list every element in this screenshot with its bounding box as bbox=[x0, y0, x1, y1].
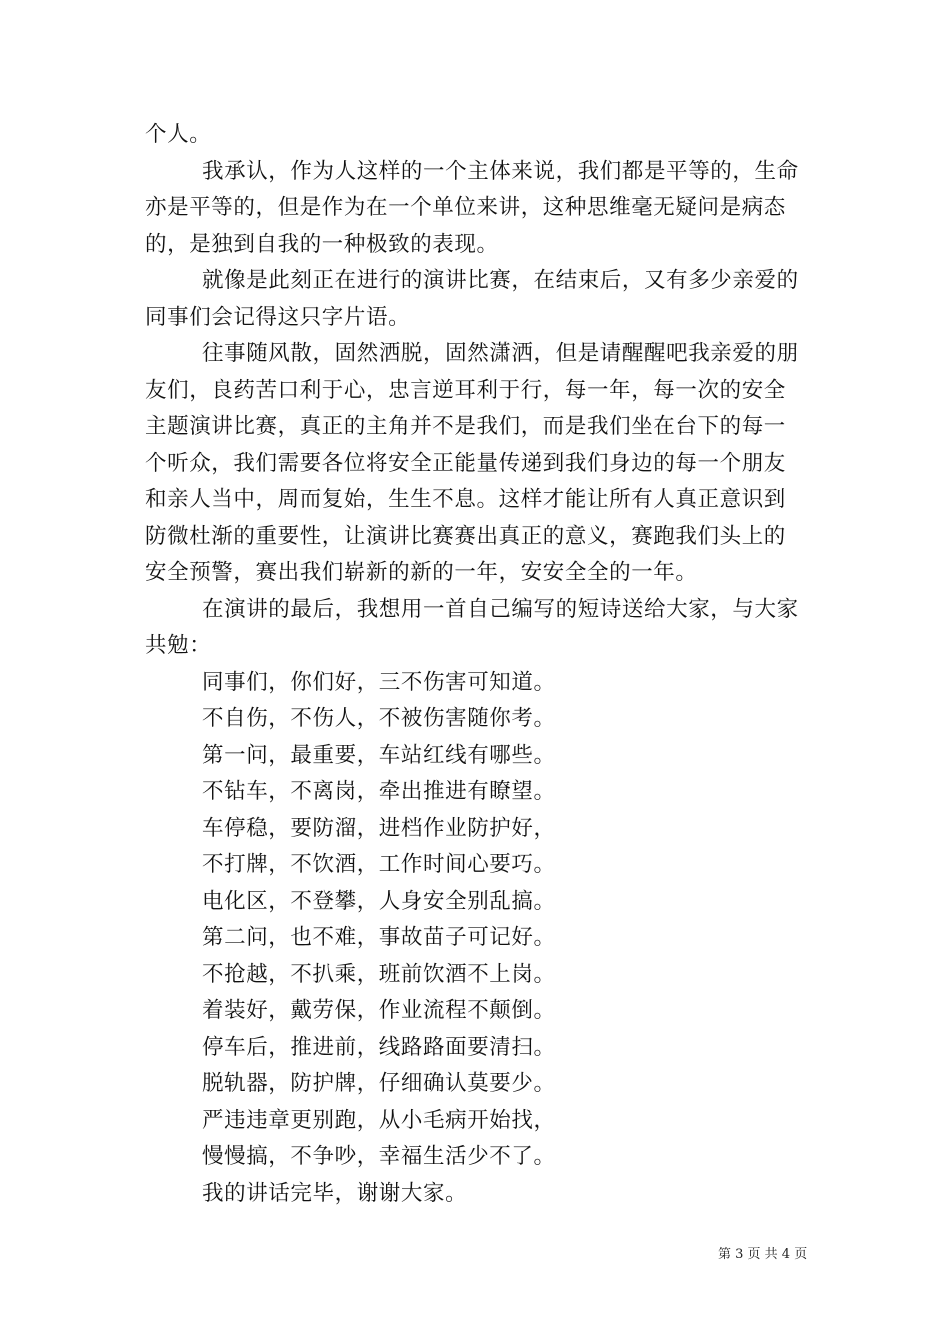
text-line: 主题演讲比赛，真正的主角并不是我们，而是我们坐在台下的每一 bbox=[145, 414, 786, 439]
poem-line: 车停稳，要防溜，进档作业防护好， bbox=[202, 815, 556, 841]
text-line: 在演讲的最后，我想用一首自己编写的短诗送给大家，与大家 bbox=[202, 596, 799, 622]
poem-line: 不抢越，不扒乘，班前饮酒不上岗。 bbox=[202, 961, 556, 987]
text-line: 个听众，我们需要各位将安全正能量传递到我们身边的每一个朋友 bbox=[145, 450, 786, 476]
closing-line: 我的讲话完毕，谢谢大家。 bbox=[202, 1180, 468, 1206]
poem-line: 慢慢搞，不争吵，幸福生活少不了。 bbox=[202, 1144, 556, 1169]
text-line: 我承认，作为人这样的一个主体来说，我们都是平等的，生命 bbox=[202, 158, 799, 184]
text-line: 亦是平等的，但是作为在一个单位来讲，这种思维毫无疑问是病态 bbox=[145, 195, 786, 220]
poem-line: 着装好，戴劳保，作业流程不颠倒。 bbox=[202, 998, 556, 1023]
poem-line: 严违违章更别跑，从小毛病开始找， bbox=[202, 1107, 556, 1133]
poem-line: 第一问，最重要，车站红线有哪些。 bbox=[202, 742, 556, 768]
poem-line: 不钻车，不离岗，牵出推进有瞭望。 bbox=[202, 779, 556, 804]
text-line: 往事随风散，固然洒脱，固然潇洒，但是请醒醒吧我亲爱的朋 bbox=[202, 341, 799, 366]
poem-line: 同事们，你们好，三不伤害可知道。 bbox=[202, 669, 556, 695]
text-line: 防微杜渐的重要性，让演讲比赛赛出真正的意义，赛跑我们头上的 bbox=[145, 523, 786, 549]
text-line: 个人。 bbox=[145, 122, 212, 147]
page-number-footer: 第 3 页 共 4 页 bbox=[718, 1247, 808, 1262]
poem-line: 停车后，推进前，线路路面要清扫。 bbox=[202, 1034, 556, 1060]
poem-line: 不自伤，不伤人，不被伤害随你考。 bbox=[202, 706, 556, 731]
poem-line: 不打牌，不饮酒，工作时间心要巧。 bbox=[202, 852, 556, 877]
poem-line: 脱轨器，防护牌，仔细确认莫要少。 bbox=[202, 1071, 556, 1096]
poem-line: 电化区，不登攀，人身安全别乱搞。 bbox=[202, 888, 556, 914]
text-line: 和亲人当中，周而复始，生生不息。这样才能让所有人真正意识到 bbox=[145, 487, 786, 512]
document-body bbox=[145, 117, 810, 1212]
text-line: 共勉： bbox=[145, 633, 212, 658]
text-line: 的，是独到自我的一种极致的表现。 bbox=[145, 231, 499, 257]
poem-line: 第二问，也不难，事故苗子可记好。 bbox=[202, 925, 556, 950]
text-line: 安全预警，赛出我们崭新的新的一年，安安全全的一年。 bbox=[145, 560, 698, 585]
text-line: 就像是此刻正在进行的演讲比赛，在结束后，又有多少亲爱的 bbox=[202, 268, 799, 293]
text-line: 友们，良药苦口利于心，忠言逆耳利于行，每一年，每一次的安全 bbox=[145, 377, 786, 403]
text-line: 同事们会记得这只字片语。 bbox=[145, 304, 411, 330]
